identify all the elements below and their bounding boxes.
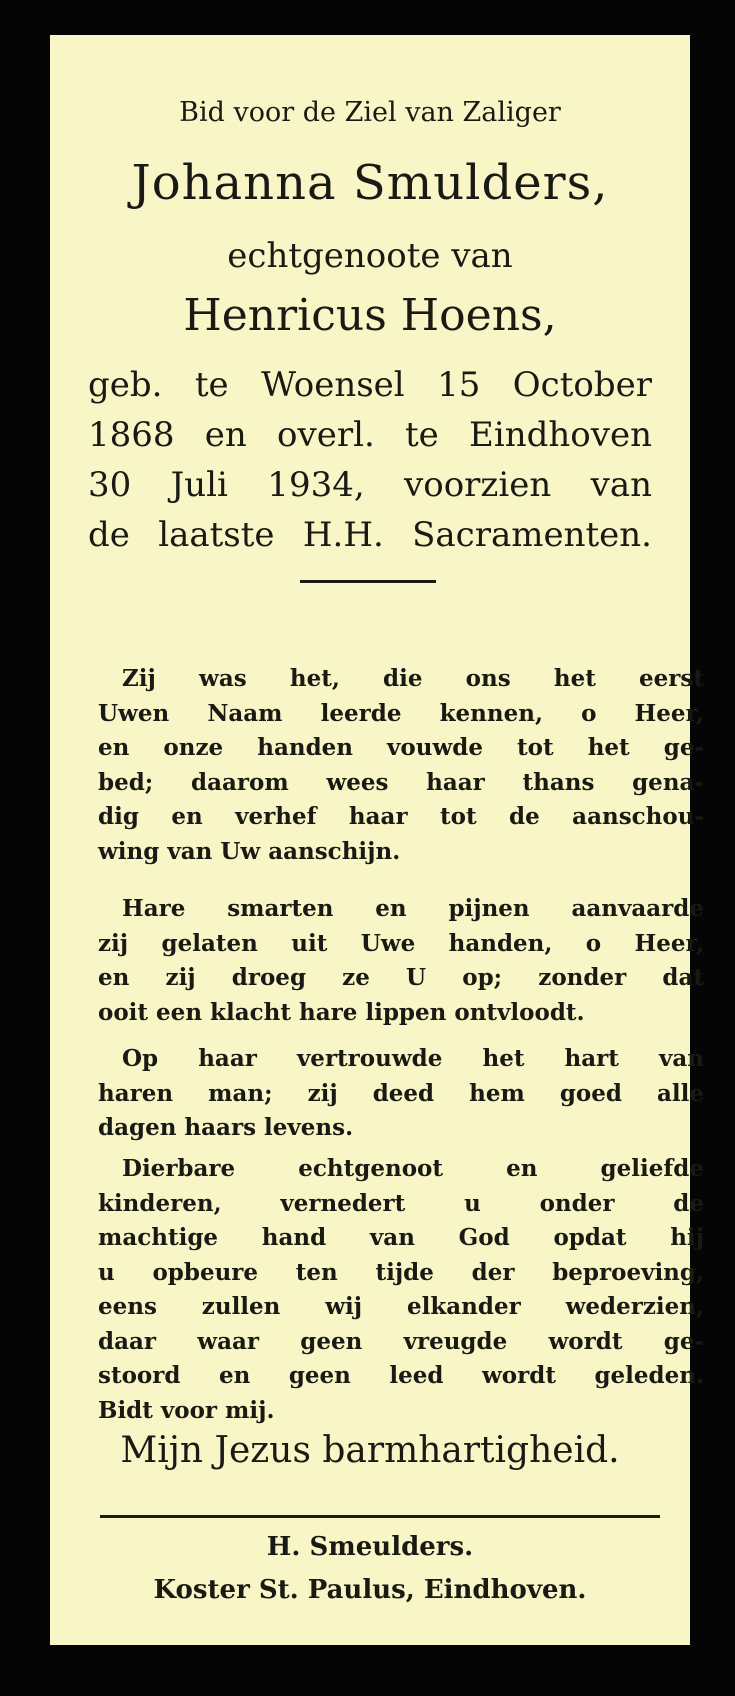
body-line: stoord en geen leed wordt geleden. [98,1362,704,1389]
body-line: kinderen, vernedert u onder de [98,1189,704,1217]
printer-name: H. Smeulders. [266,1532,474,1562]
deceased-name: Johanna Smulders, [131,155,609,211]
body-line: eens zullen wij elkander wederzien, [98,1293,704,1320]
printer-address: Koster St. Paulus, Eindhoven. [153,1575,587,1605]
body-line: dig en verhef haar tot de aanschou- [98,803,704,830]
body-line: Uwen Naam leerde kennen, o Heer, [98,699,704,727]
body-line: u opbeure ten tijde der beproeving, [98,1258,704,1286]
body-line: wing van Uw aanschijn. [98,837,401,865]
spouse-name: Henricus Hoens, [183,290,557,341]
life-details-line: geb. te Woensel 15 October [88,365,652,405]
body-line: Hare smarten en pijnen aanvaarde [122,895,704,922]
spouse-intro: echtgenoote van [227,236,513,276]
body-line: Dierbare echtgenoot en geliefde [122,1155,704,1182]
body-line: bed; daarom wees haar thans gena- [98,768,704,796]
body-line: Bidt voor mij. [98,1396,275,1424]
life-details-line: 30 Juli 1934, voorzien van [88,465,652,505]
body-line: Op haar vertrouwde het hart van [122,1045,704,1072]
memorial-card [50,35,704,1645]
divider-long [100,1515,660,1518]
body-line: Zij was het, die ons het eerst [122,665,704,692]
body-line: en zij droeg ze U op; zonder dat [98,964,704,991]
body-line: daar waar geen vreugde wordt ge- [98,1327,704,1355]
divider-short [300,580,436,583]
life-details-line: 1868 en overl. te Eindhoven [88,415,652,455]
life-details-line: de laatste H.H. Sacramenten. [88,515,652,555]
closing-line: Mijn Jezus barmhartigheid. [120,1430,620,1471]
body-line: ooit een klacht hare lippen ontvloodt. [98,998,585,1026]
prayer-heading: Bid voor de Ziel van Zaliger [179,97,561,128]
body-line: zij gelaten uit Uwe handen, o Heer, [98,929,704,957]
body-line: en onze handen vouwde tot het ge- [98,734,704,761]
body-line: haren man; zij deed hem goed alle [98,1079,704,1107]
body-line: dagen haars levens. [98,1114,354,1141]
body-line: machtige hand van God opdat hij [98,1224,704,1251]
